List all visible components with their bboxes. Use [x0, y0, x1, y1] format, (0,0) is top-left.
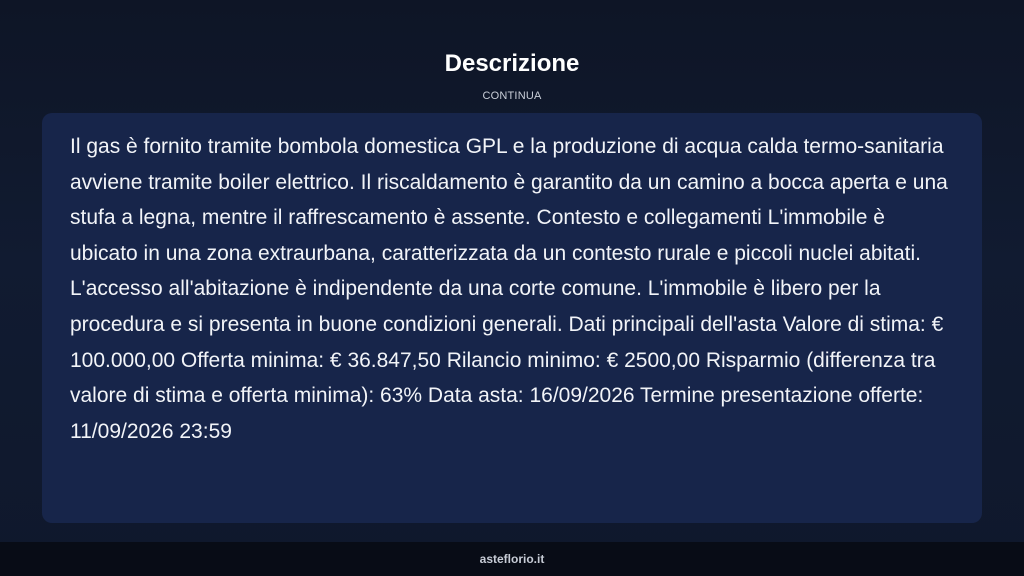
description-text: Il gas è fornito tramite bombola domestica GPL e la produzione di acqua calda termo-sanitaria avviene tramite boiler elettrico. Il riscaldamento è garantito da un camino a bocca aperta e una stufa a legna, mentre il raffrescamento è assente. Contesto e collegamenti L'immobile è ubicato in una zona extraurbana, caratterizzata da un contesto rurale e piccoli nuclei abitati. L'accesso all'abitazione è indipendente da una corte comune. L'immobile è libero per la procedura e si presenta in buone condizioni generali. Dati principali dell'asta Valore di stima: € 100.000,00 Offerta minima: € 36.847,50 Rilancio minimo: € 2500,00 Risparmio (differenza tra valore di stima e offerta minima): 63% Data asta: 16/09/2026 Termine presentazione offerte: 11/09/2026 23:59	[70, 135, 948, 443]
site-name: asteflorio.it	[479, 552, 545, 566]
description-card	[42, 113, 982, 523]
continue-label: CONTINUA	[482, 90, 542, 102]
page-title: Descrizione	[444, 50, 580, 77]
footer-bar	[0, 542, 1024, 576]
